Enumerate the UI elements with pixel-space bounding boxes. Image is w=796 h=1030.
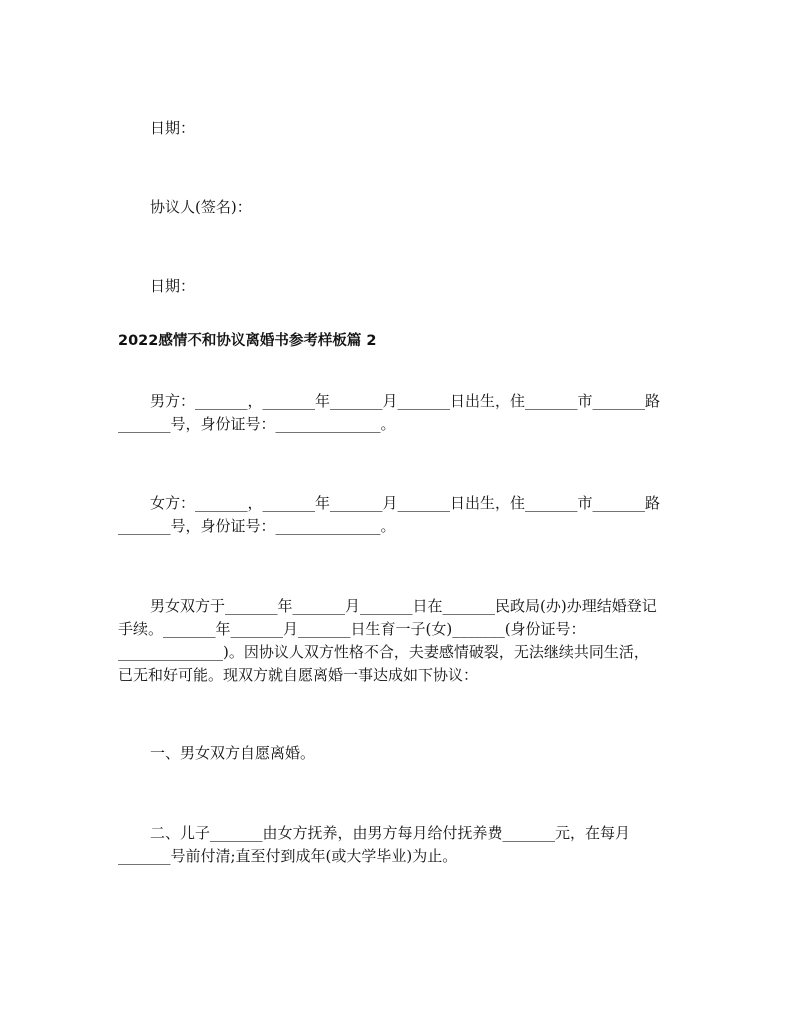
section-title: 2022感情不和协议离婚书参考样板篇 2 bbox=[118, 333, 377, 349]
date-label: 日期： bbox=[150, 277, 196, 295]
date-label: 日期： bbox=[150, 119, 196, 137]
marriage-paragraph-line: 已无和好可能。现双方就自愿离婚一事达成如下协议： bbox=[118, 666, 479, 684]
marriage-paragraph-line: 手续。_______年_______月_______日生育一子(女)_______(身份证号： bbox=[118, 620, 586, 638]
marriage-paragraph-line: 男女双方于_______年_______月_______日在_______民政局(办)办理结婚登记 bbox=[150, 597, 657, 615]
male-party-line: 男方：_______，_______年_______月_______日出生，住_______市_______路 bbox=[150, 392, 661, 410]
clause-two-line: _______号前付清;直至付到成年(或大学毕业)为止。 bbox=[118, 847, 458, 865]
clause-one: 一、男女双方自愿离婚。 bbox=[150, 744, 316, 762]
male-party-line: _______号，身份证号：______________。 bbox=[118, 415, 396, 433]
marriage-paragraph-line: ______________)。因协议人双方性格不合，夫妻感情破裂，无法继续共同生活， bbox=[118, 643, 649, 661]
female-party-line: 女方：_______，_______年_______月_______日出生，住_______市_______路 bbox=[150, 494, 661, 512]
party-signature-label: 协议人(签名)： bbox=[150, 198, 252, 216]
clause-two-line: 二、儿子_______由女方抚养，由男方每月给付抚养费_______元，在每月 bbox=[150, 824, 631, 842]
female-party-line: _______号，身份证号：______________。 bbox=[118, 517, 396, 535]
